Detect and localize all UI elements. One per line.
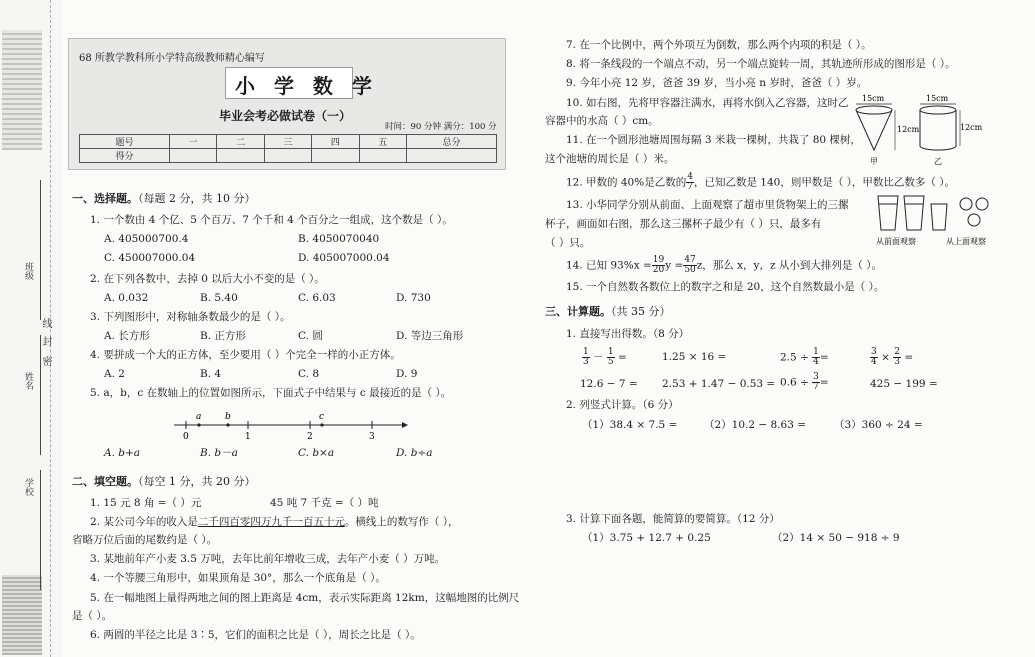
simplify-calc-2: （2）14 × 50 − 918 ÷ 9 xyxy=(772,532,900,544)
s2-q14-mid: y = xyxy=(665,259,684,272)
s2-q4: 4. 一个等腰三角形中，如果顶角是 30°，那么一个底角是（ ）。 xyxy=(90,572,386,584)
s2-q2-underlined: 二千四百零四万九千一百五十元 xyxy=(197,516,345,528)
calc-r1-4 xyxy=(870,348,913,367)
section2-title: 二、填空题。 xyxy=(72,475,138,488)
exam-header xyxy=(68,38,506,170)
frac-denominator: 50 xyxy=(684,265,696,275)
frac-numerator: 19 xyxy=(652,255,665,265)
s1-q4-option-d[interactable]: D. 9 xyxy=(396,368,418,380)
frac-numerator: 1 xyxy=(607,347,614,357)
cone-top xyxy=(856,106,892,114)
containers-figure xyxy=(852,92,982,168)
calc-r1-3 xyxy=(780,348,829,367)
s2-q15: 15. 一个自然数各数位上的数字之和是 20，这个自然数最小是（ ）。 xyxy=(566,281,885,293)
frac-numerator: 47 xyxy=(684,255,696,265)
calc-equals: = xyxy=(904,351,914,364)
number-line-figure xyxy=(170,408,410,442)
s1-q1-option-d[interactable]: D. 405007000.04 xyxy=(298,252,390,264)
s2-q11-line2: 这个池塘的周长是（ ）米。 xyxy=(545,153,675,165)
cone-height-label: 12cm xyxy=(897,125,920,134)
front-view-label: 从前面观察 xyxy=(876,237,916,246)
s1-q2-option-d[interactable]: D. 730 xyxy=(396,292,431,304)
section1-title: 一、选择题。 xyxy=(72,192,138,205)
point-b-label: b xyxy=(225,412,231,422)
s1-q4-option-a[interactable]: A. 2 xyxy=(104,368,125,380)
score-cell[interactable] xyxy=(359,149,406,163)
point-c xyxy=(320,423,323,426)
score-table xyxy=(79,134,497,163)
frac-numerator: 1 xyxy=(583,347,589,357)
cylinder-height-label: 12cm xyxy=(960,123,982,132)
s2-q9: 9. 今年小亮 12 岁，爸爸 39 岁，当小亮 n 岁时，爸爸（ ）岁。 xyxy=(566,77,868,89)
s1-q1: 1. 一个数由 4 个亿、5 个百万、7 个千和 4 个百分之一组成，这个数是（ ）。 xyxy=(90,214,453,226)
top-view-cup-3 xyxy=(968,214,980,226)
name-label: 姓名 xyxy=(23,372,33,390)
s1-q4-option-c[interactable]: C. 8 xyxy=(298,368,320,380)
s2-q7: 7. 在一个比例中，两个外项互为倒数，那么两个内项的积是（ ）。 xyxy=(566,39,872,51)
top-view-cup-1 xyxy=(960,198,972,210)
frac-numerator: 1 xyxy=(813,347,819,357)
frac-denominator: 3 xyxy=(894,357,900,367)
s1-q3-option-b[interactable]: B. 正方形 xyxy=(200,330,246,342)
calc-r2-2: 2.53 + 1.47 − 0.53 = xyxy=(662,378,776,390)
s2-q13: 13. 小华同学分别从前面、上面观察了超市里货物架上的三摞 xyxy=(566,199,849,211)
s2-q10-line2: 容器中的水高（ ）cm。 xyxy=(545,115,659,127)
s2-q10: 10. 如右图，先将甲容器注满水，再将水倒入乙容器，这时乙 xyxy=(566,97,849,109)
calc-r1-2: 1.25 × 16 = xyxy=(662,351,727,363)
s1-q1-option-b[interactable]: B. 4050070040 xyxy=(298,233,380,245)
fill-line-school xyxy=(40,470,41,590)
cup-stack-2 xyxy=(904,196,924,230)
calc-prefix: 0.6 ÷ xyxy=(780,376,813,389)
cylinder-top xyxy=(920,106,956,114)
section2-heading xyxy=(72,473,255,489)
s1-q5-option-d[interactable]: D. b÷a xyxy=(396,447,433,459)
frac-numerator: 3 xyxy=(871,347,877,357)
s1-q5-option-a[interactable]: A. b+a xyxy=(104,447,141,459)
top-view-cup-2 xyxy=(976,198,988,210)
calc-equals: = xyxy=(819,351,829,364)
section1-heading xyxy=(72,190,255,206)
calc-fraction xyxy=(893,348,901,367)
calc-prefix: 2.5 ÷ xyxy=(780,351,813,364)
s2-q6: 6. 两圆的半径之比是 3∶5，它们的面积之比是（ ），周长之比是（ ）。 xyxy=(90,629,421,641)
score-table-row xyxy=(80,149,497,163)
tick-label-1: 1 xyxy=(245,432,251,442)
calc-operator: × xyxy=(881,351,890,364)
s1-q2-option-b[interactable]: B. 5.40 xyxy=(200,292,238,304)
calc-fraction xyxy=(582,348,590,367)
s3-sub1: 1. 直接写出得数。（8 分） xyxy=(566,328,690,340)
s2-q1a: 1. 15 元 8 角 =（ ）元 xyxy=(90,497,202,509)
frac-denominator: 4 xyxy=(813,357,819,367)
score-cell[interactable] xyxy=(217,149,264,163)
frac-denominator: 7 xyxy=(687,182,693,192)
scan-mark-top xyxy=(2,30,42,150)
score-table-header: 题号 xyxy=(80,135,170,149)
cone-label: 甲 xyxy=(870,157,878,166)
frac-denominator: 3 xyxy=(583,357,589,367)
score-cell[interactable] xyxy=(264,149,311,163)
simplify-calc-1: （1）3.75 + 12.7 + 0.25 xyxy=(582,532,711,544)
s2-q14-post: z，那么 x，y，z 从小到大排列是（ ）。 xyxy=(696,259,882,272)
calc-fraction xyxy=(870,348,878,367)
calc-r2-3 xyxy=(780,373,829,392)
s2-q13-line2: 杯子，画面如右图，那么这三摞杯子最少有（ ）只，最多有 xyxy=(545,218,822,230)
s3-sub2: 2. 列竖式计算。（6 分） xyxy=(566,399,679,411)
calc-fraction xyxy=(812,373,820,392)
frac-denominator: 7 xyxy=(813,382,819,392)
s2-q14-fraction-2 xyxy=(683,256,696,275)
fill-line-class xyxy=(40,180,41,320)
calc-fraction xyxy=(812,348,820,367)
exam-subtitle: 毕业会考必做试卷（一） xyxy=(219,109,352,123)
top-view-label: 从上面观察 xyxy=(946,237,986,246)
cylinder-body xyxy=(920,110,956,150)
score-cell[interactable] xyxy=(169,149,216,163)
s2-q12 xyxy=(566,173,955,192)
calc-operator: － xyxy=(593,351,604,364)
s2-q2-post: 。横线上的数写作（ ）， xyxy=(344,516,459,528)
s2-q12-post: ，已知乙数是 140，则甲数是（ ），甲数比乙数多（ ）。 xyxy=(693,176,956,189)
score-row-label: 得分 xyxy=(80,149,170,163)
s2-q5: 5. 在一幅地图上量得两地之间的图上距离是 4cm，表示实际距离 12km，这幅地图的比例尺 xyxy=(90,592,520,604)
point-b xyxy=(226,423,229,426)
cup-stack-3 xyxy=(931,204,947,230)
s3-sub3: 3. 计算下面各题，能简算的要简算。（12 分） xyxy=(566,513,780,525)
s1-q3-option-a[interactable]: A. 长方形 xyxy=(104,330,150,342)
s2-q11: 11. 在一个圆形池塘周围每隔 3 米栽一棵树，共栽了 80 棵树， xyxy=(566,134,861,146)
section3-heading xyxy=(545,303,671,319)
vertical-calc-1: （1）38.4 × 7.5 = xyxy=(582,419,678,431)
seal-char-2: 封 xyxy=(40,336,51,346)
number-line-arrow xyxy=(402,422,408,428)
s1-q4: 4. 要拼成一个大的正方体，至少要用（ ）个完全一样的小正方体。 xyxy=(90,349,401,361)
score-table-header: 二 xyxy=(217,135,264,149)
s1-q1-option-a[interactable]: A. 405000700.4 xyxy=(104,233,189,245)
score-table-header: 总分 xyxy=(406,135,496,149)
scan-mark-bottom xyxy=(2,575,42,655)
s2-q8: 8. 将一条线段的一个端点不动，另一个端点旋转一周，其轨迹所形成的图形是（ ）。 xyxy=(566,58,956,70)
score-cell[interactable] xyxy=(312,149,359,163)
s1-q3-option-d[interactable]: D. 等边三角形 xyxy=(396,330,464,342)
tick-label-3: 3 xyxy=(369,432,375,442)
vertical-calc-2: （2）10.2 − 8.63 = xyxy=(704,419,807,431)
s2-q13-line3: （ ）只。 xyxy=(545,237,591,249)
s1-q2: 2. 在下列各数中，去掉 0 以后大小不变的是（ ）。 xyxy=(90,273,325,285)
section2-note: （每空 1 分，共 20 分） xyxy=(138,475,256,488)
seal-char-3: 密 xyxy=(40,356,51,366)
section1-note: （每题 2 分，共 10 分） xyxy=(138,192,256,205)
s2-q5-line2: 是（ ）。 xyxy=(72,610,113,622)
score-table-header-row xyxy=(80,135,497,149)
seal-dashed-line xyxy=(50,0,51,657)
calc-r2-1: 12.6 − 7 = xyxy=(580,378,638,390)
score-table-header: 三 xyxy=(264,135,311,149)
exam-title: 小 学 数 学 xyxy=(235,74,378,98)
score-table-header: 一 xyxy=(169,135,216,149)
s2-q1b: 45 吨 7 千克 =（ ）吨 xyxy=(270,497,379,509)
cups-figure xyxy=(874,192,1002,248)
school-label: 学校 xyxy=(23,478,33,496)
frac-numerator: 2 xyxy=(894,347,900,357)
s2-q2 xyxy=(90,515,458,529)
vertical-calc-3: （3）360 ÷ 24 = xyxy=(834,419,923,431)
score-table-header: 五 xyxy=(359,135,406,149)
s1-q4-option-b[interactable]: B. 4 xyxy=(200,368,222,380)
s2-q2-pre: 2. 某公司今年的收入是 xyxy=(90,516,198,528)
s2-q2-line2: 省略万位后面的尾数约是（ ）。 xyxy=(72,534,218,546)
score-cell[interactable] xyxy=(406,149,496,163)
frac-denominator: 4 xyxy=(871,357,877,367)
calc-r1-1 xyxy=(582,348,627,367)
s1-q5-option-c[interactable]: C. b×a xyxy=(298,447,335,459)
s1-q1-option-c[interactable]: C. 450007000.04 xyxy=(104,252,196,264)
point-c-label: c xyxy=(319,412,325,422)
s2-q12-fraction xyxy=(686,173,694,192)
s1-q2-option-c[interactable]: C. 6.03 xyxy=(298,292,336,304)
frac-denominator: 5 xyxy=(607,357,614,367)
cone-body xyxy=(856,110,892,150)
frac-denominator: 20 xyxy=(652,265,665,275)
s1-q2-option-a[interactable]: A. 0.032 xyxy=(104,292,149,304)
cup-stack-1 xyxy=(878,196,898,230)
s1-q3: 3. 下列图形中，对称轴条数最少的是（ ）。 xyxy=(90,311,291,323)
score-table-header: 四 xyxy=(312,135,359,149)
section3-note: （共 35 分） xyxy=(611,305,671,318)
s2-q12-pre: 12. 甲数的 40%是乙数的 xyxy=(566,176,687,189)
calc-r2-4: 425 − 199 = xyxy=(870,378,938,390)
binding-margin xyxy=(0,0,62,657)
fill-line-name xyxy=(40,335,41,455)
s2-q14-fraction-1 xyxy=(652,256,665,275)
s2-q14 xyxy=(566,256,882,275)
seal-char-1: 线 xyxy=(40,318,51,328)
frac-numerator: 4 xyxy=(687,172,693,182)
s2-q3: 3. 某地前年产小麦 3.5 万吨，去年比前年增收三成，去年产小麦（ ）万吨。 xyxy=(90,553,446,565)
point-a-label: a xyxy=(196,412,202,422)
point-a xyxy=(197,423,200,426)
calc-equals: = xyxy=(618,351,627,364)
calc-equals: = xyxy=(819,376,829,389)
s1-q5-option-b[interactable]: B. b－a xyxy=(200,447,238,459)
s1-q3-option-c[interactable]: C. 圆 xyxy=(298,330,323,342)
cone-width-label: 15cm xyxy=(862,94,885,103)
tick-label-2: 2 xyxy=(307,432,313,442)
calc-fraction xyxy=(607,348,615,367)
exam-meta: 时间：90 分钟 满分：100 分 xyxy=(385,122,497,132)
s1-q5: 5. a，b，c 在数轴上的位置如图所示，下面式子中结果与 c 最接近的是（ ）。 xyxy=(90,387,452,399)
cylinder-label: 乙 xyxy=(934,157,942,166)
section3-title: 三、计算题。 xyxy=(545,305,611,318)
frac-numerator: 3 xyxy=(813,372,819,382)
cylinder-width-label: 15cm xyxy=(926,94,949,103)
publisher-line: 68 所教学教科所小学特高级教师精心编写 xyxy=(79,53,265,64)
tick-label-0: 0 xyxy=(183,432,189,442)
s2-q14-pre: 14. 已知 93%x = xyxy=(566,259,652,272)
class-label: 班级 xyxy=(23,262,33,280)
